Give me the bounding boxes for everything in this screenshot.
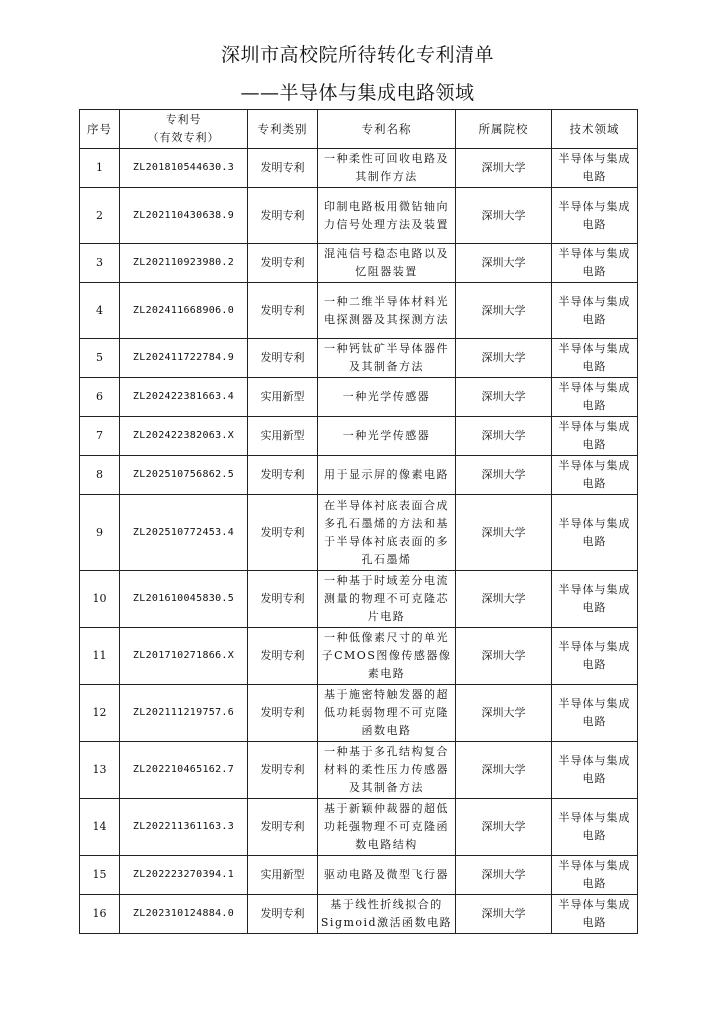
cell-name: 基于新颖仲裁器的超低功耗强物理不可克隆函数电路结构	[318, 799, 456, 856]
cell-type: 发明专利	[248, 244, 318, 283]
cell-seq: 12	[80, 685, 120, 742]
header-patent-no-note: （有效专利）	[147, 131, 220, 144]
cell-type: 实用新型	[248, 378, 318, 417]
cell-type: 发明专利	[248, 799, 318, 856]
table-row	[80, 188, 638, 244]
cell-institution: 深圳大学	[456, 628, 552, 685]
cell-seq: 15	[80, 856, 120, 895]
table-row	[80, 378, 638, 417]
table-row	[80, 417, 638, 456]
table-row	[80, 685, 638, 742]
header-field: 技术领域	[552, 110, 638, 149]
header-seq: 序号	[80, 110, 120, 149]
cell-seq: 16	[80, 895, 120, 934]
cell-field: 半导体与集成电路	[552, 685, 638, 742]
cell-patent-no: ZL201610045830.5	[120, 571, 248, 628]
header-institution: 所属院校	[456, 110, 552, 149]
cell-type: 发明专利	[248, 283, 318, 339]
cell-type: 发明专利	[248, 895, 318, 934]
cell-name: 在半导体衬底表面合成多孔石墨烯的方法和基于半导体衬底表面的多孔石墨烯	[318, 495, 456, 571]
cell-name: 驱动电路及微型飞行器	[318, 856, 456, 895]
cell-field: 半导体与集成电路	[552, 378, 638, 417]
header-patent-no	[120, 110, 248, 149]
cell-field: 半导体与集成电路	[552, 188, 638, 244]
cell-seq: 1	[80, 149, 120, 188]
cell-seq: 13	[80, 742, 120, 799]
cell-patent-no: ZL202211361163.3	[120, 799, 248, 856]
page-subtitle: ——半导体与集成电路领域	[240, 82, 475, 104]
cell-institution: 深圳大学	[456, 895, 552, 934]
cell-seq: 14	[80, 799, 120, 856]
cell-seq: 7	[80, 417, 120, 456]
header-patent-no-label: 专利号	[165, 113, 202, 126]
table-row	[80, 456, 638, 495]
cell-institution: 深圳大学	[456, 244, 552, 283]
cell-type: 发明专利	[248, 149, 318, 188]
table-row	[80, 149, 638, 188]
cell-seq: 9	[80, 495, 120, 571]
cell-patent-no: ZL201710271866.X	[120, 628, 248, 685]
cell-patent-no: ZL202510772453.4	[120, 495, 248, 571]
cell-type: 发明专利	[248, 495, 318, 571]
table-body	[80, 149, 638, 934]
cell-seq: 11	[80, 628, 120, 685]
cell-seq: 3	[80, 244, 120, 283]
cell-patent-no: ZL202223270394.1	[120, 856, 248, 895]
cell-institution: 深圳大学	[456, 495, 552, 571]
cell-type: 实用新型	[248, 417, 318, 456]
cell-seq: 4	[80, 283, 120, 339]
table-row	[80, 856, 638, 895]
cell-patent-no: ZL202111219757.6	[120, 685, 248, 742]
cell-field: 半导体与集成电路	[552, 456, 638, 495]
header-type: 专利类别	[248, 110, 318, 149]
cell-type: 发明专利	[248, 456, 318, 495]
cell-institution: 深圳大学	[456, 571, 552, 628]
cell-type: 发明专利	[248, 628, 318, 685]
cell-institution: 深圳大学	[456, 856, 552, 895]
page-title: 深圳市高校院所待转化专利清单	[220, 44, 494, 66]
cell-field: 半导体与集成电路	[552, 417, 638, 456]
cell-field: 半导体与集成电路	[552, 571, 638, 628]
cell-institution: 深圳大学	[456, 417, 552, 456]
cell-field: 半导体与集成电路	[552, 244, 638, 283]
table-row	[80, 571, 638, 628]
cell-name: 基于施密特触发器的超低功耗弱物理不可克隆函数电路	[318, 685, 456, 742]
cell-patent-no: ZL202411722784.9	[120, 339, 248, 378]
cell-patent-no: ZL202411668906.0	[120, 283, 248, 339]
cell-field: 半导体与集成电路	[552, 856, 638, 895]
cell-institution: 深圳大学	[456, 685, 552, 742]
cell-name: 一种柔性可回收电路及其制作方法	[318, 149, 456, 188]
cell-patent-no: ZL201810544630.3	[120, 149, 248, 188]
cell-type: 发明专利	[248, 188, 318, 244]
header-name: 专利名称	[318, 110, 456, 149]
cell-type: 实用新型	[248, 856, 318, 895]
cell-patent-no: ZL202422382063.X	[120, 417, 248, 456]
cell-field: 半导体与集成电路	[552, 495, 638, 571]
cell-name: 一种低像素尺寸的单光子CMOS图像传感器像素电路	[318, 628, 456, 685]
cell-field: 半导体与集成电路	[552, 283, 638, 339]
cell-type: 发明专利	[248, 742, 318, 799]
cell-patent-no: ZL202510756862.5	[120, 456, 248, 495]
cell-field: 半导体与集成电路	[552, 895, 638, 934]
table-row	[80, 628, 638, 685]
cell-institution: 深圳大学	[456, 742, 552, 799]
cell-patent-no: ZL202110430638.9	[120, 188, 248, 244]
cell-patent-no: ZL202422381663.4	[120, 378, 248, 417]
cell-institution: 深圳大学	[456, 339, 552, 378]
cell-name: 一种基于多孔结构复合材料的柔性压力传感器及其制备方法	[318, 742, 456, 799]
cell-institution: 深圳大学	[456, 456, 552, 495]
cell-name: 一种光学传感器	[318, 417, 456, 456]
cell-field: 半导体与集成电路	[552, 628, 638, 685]
cell-name: 一种光学传感器	[318, 378, 456, 417]
cell-field: 半导体与集成电路	[552, 742, 638, 799]
cell-institution: 深圳大学	[456, 188, 552, 244]
table-row	[80, 895, 638, 934]
table-row	[80, 799, 638, 856]
cell-seq: 6	[80, 378, 120, 417]
table-row	[80, 742, 638, 799]
cell-seq: 8	[80, 456, 120, 495]
cell-institution: 深圳大学	[456, 378, 552, 417]
table-header-row	[80, 110, 638, 149]
cell-name: 用于显示屏的像素电路	[318, 456, 456, 495]
table-row	[80, 244, 638, 283]
table-row	[80, 283, 638, 339]
cell-patent-no: ZL202210465162.7	[120, 742, 248, 799]
cell-name: 一种钙钛矿半导体器件及其制备方法	[318, 339, 456, 378]
cell-seq: 5	[80, 339, 120, 378]
cell-type: 发明专利	[248, 685, 318, 742]
table-row	[80, 339, 638, 378]
cell-institution: 深圳大学	[456, 149, 552, 188]
cell-seq: 2	[80, 188, 120, 244]
cell-field: 半导体与集成电路	[552, 799, 638, 856]
cell-institution: 深圳大学	[456, 283, 552, 339]
table-row	[80, 495, 638, 571]
cell-patent-no: ZL202310124884.0	[120, 895, 248, 934]
cell-type: 发明专利	[248, 339, 318, 378]
cell-institution: 深圳大学	[456, 799, 552, 856]
cell-name: 印制电路板用微钻轴向力信号处理方法及装置	[318, 188, 456, 244]
cell-name: 一种二维半导体材料光电探测器及其探测方法	[318, 283, 456, 339]
cell-name: 混沌信号稳态电路以及忆阻器装置	[318, 244, 456, 283]
cell-seq: 10	[80, 571, 120, 628]
cell-type: 发明专利	[248, 571, 318, 628]
cell-field: 半导体与集成电路	[552, 149, 638, 188]
cell-name: 一种基于时域差分电流测量的物理不可克隆芯片电路	[318, 571, 456, 628]
patent-table	[79, 109, 638, 934]
cell-patent-no: ZL202110923980.2	[120, 244, 248, 283]
cell-field: 半导体与集成电路	[552, 339, 638, 378]
cell-name: 基于线性折线拟合的Sigmoid激活函数电路	[318, 895, 456, 934]
